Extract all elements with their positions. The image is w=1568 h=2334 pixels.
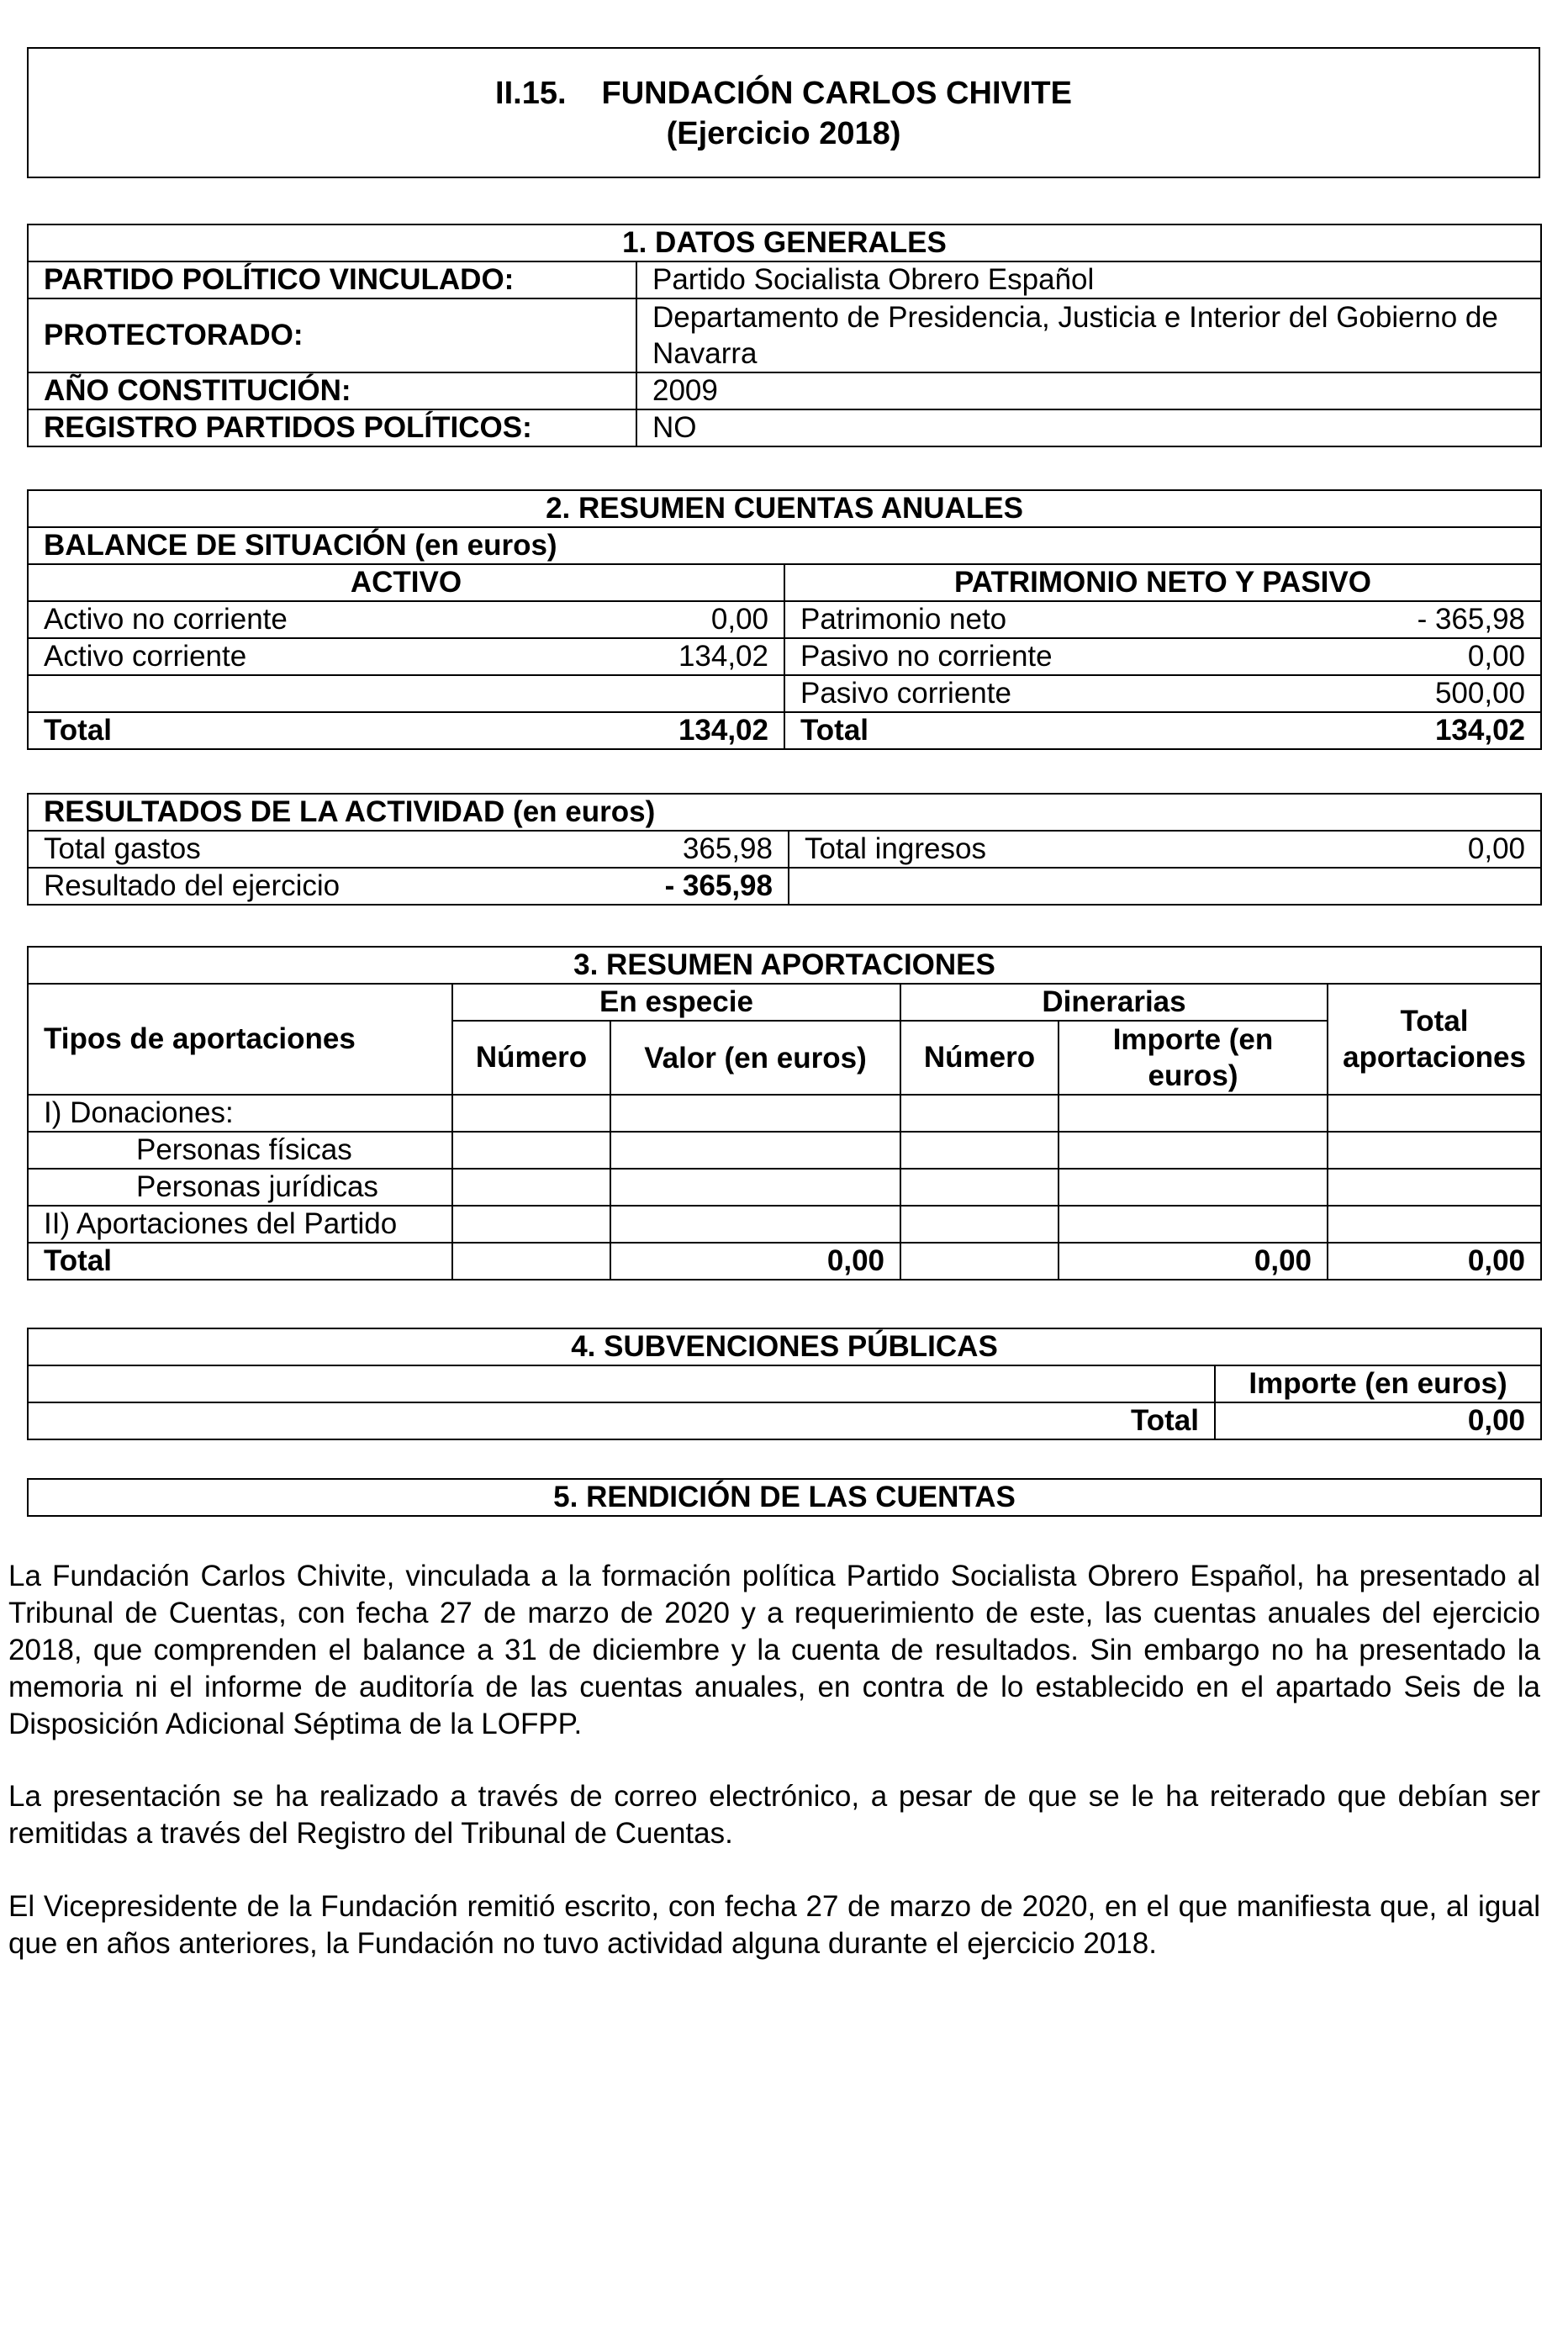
result-label: Resultado del ejercicio	[28, 868, 616, 905]
table-row	[28, 1169, 1541, 1206]
liability-value: 0,00	[1373, 638, 1541, 675]
liability-total-label: Total	[784, 712, 1373, 749]
liability-label: Pasivo corriente	[784, 675, 1373, 712]
activity-results-table	[27, 793, 1542, 906]
submission-paragraph-1: La Fundación Carlos Chivite, vinculada a la formación política Partido Socialista Obrero Español, ha presentado al Tribunal de Cuentas, con fecha 27 de marzo de 2020 y a requerimiento de este, las cuentas anuales del ejercicio 2018, que comprenden el balance a 31 de diciembre y la cuenta de resultados. Sin embargo no ha presentado la memoria ni el informe de auditoría de las cuentas anuales, en contra de lo establecido en el apartado Seis de la Disposición Adicional Séptima de la LOFPP.	[8, 1560, 1540, 1740]
expenses-label: Total gastos	[28, 831, 616, 868]
protectorate-label: PROTECTORADO:	[28, 298, 636, 372]
liability-label: Pasivo no corriente	[784, 638, 1373, 675]
table-row	[28, 638, 1541, 675]
accounts-submission-heading: 5. RENDICIÓN DE LAS CUENTAS	[28, 1479, 1541, 1516]
table-row	[28, 601, 1541, 638]
accounts-submission-table	[27, 1478, 1542, 1517]
table-row	[28, 1243, 1541, 1280]
public-subsidies-table	[27, 1328, 1542, 1440]
asset-total-value: 134,02	[616, 712, 784, 749]
contributions-total-in-kind: 0,00	[610, 1243, 900, 1280]
empty-cell	[789, 868, 1541, 905]
liability-total-value: 134,02	[1373, 712, 1541, 749]
party-value: Partido Socialista Obrero Español	[636, 261, 1541, 298]
registry-label: REGISTRO PARTIDOS POLÍTICOS:	[28, 409, 636, 446]
result-value: - 365,98	[616, 868, 789, 905]
contribution-type: Personas físicas	[28, 1132, 452, 1169]
expenses-value: 365,98	[616, 831, 789, 868]
monetary-number-header: Número	[900, 1021, 1059, 1095]
liability-value: - 365,98	[1373, 601, 1541, 638]
contributions-total: 0,00	[1328, 1243, 1541, 1280]
asset-total-label: Total	[28, 712, 616, 749]
general-data-heading: 1. DATOS GENERALES	[28, 224, 1541, 261]
public-subsidies-heading: 4. SUBVENCIONES PÚBLICAS	[28, 1328, 1541, 1365]
title-box	[27, 47, 1540, 178]
subsidy-amount-header: Importe (en euros)	[1215, 1365, 1541, 1402]
in-kind-header: En especie	[452, 984, 900, 1021]
contributions-total-monetary: 0,00	[1059, 1243, 1328, 1280]
assets-header: ACTIVO	[28, 564, 784, 601]
contribution-type: Personas jurídicas	[28, 1169, 452, 1206]
table-row	[28, 1132, 1541, 1169]
liabilities-header: PATRIMONIO NETO Y PASIVO	[784, 564, 1541, 601]
asset-label	[28, 675, 616, 712]
liability-label: Patrimonio neto	[784, 601, 1373, 638]
year-founded-label: AÑO CONSTITUCIÓN:	[28, 372, 636, 409]
balance-title: BALANCE DE SITUACIÓN (en euros)	[28, 527, 1541, 564]
asset-label: Activo no corriente	[28, 601, 616, 638]
total-contributions-header: Total aportaciones	[1328, 984, 1541, 1095]
registry-value: NO	[636, 409, 1541, 446]
section-code: II.15.	[495, 76, 567, 111]
in-kind-number-header: Número	[452, 1021, 610, 1095]
contribution-type: II) Aportaciones del Partido	[28, 1206, 452, 1243]
asset-value	[616, 675, 784, 712]
subsidy-total-value: 0,00	[1215, 1402, 1541, 1439]
table-row	[28, 1095, 1541, 1132]
annual-accounts-table	[27, 489, 1542, 750]
table-row	[28, 1206, 1541, 1243]
table-row	[28, 831, 1541, 868]
protectorate-value: Departamento de Presidencia, Justicia e Interior del Gobierno de Navarra	[636, 298, 1541, 372]
liability-value: 500,00	[1373, 675, 1541, 712]
table-row	[28, 868, 1541, 905]
income-label: Total ingresos	[789, 831, 1373, 868]
foundation-name: FUNDACIÓN CARLOS CHIVITE	[601, 76, 1072, 111]
asset-value: 0,00	[616, 601, 784, 638]
table-row	[28, 675, 1541, 712]
submission-paragraph-2: La presentación se ha realizado a través de correo electrónico, a pesar de que se le ha reiterado que debían ser remitidas a través del Registro del Tribunal de Cuentas.	[8, 1780, 1540, 1850]
annual-accounts-heading: 2. RESUMEN CUENTAS ANUALES	[28, 490, 1541, 527]
monetary-amount-header: Importe (en euros)	[1059, 1021, 1328, 1095]
in-kind-value-header: Valor (en euros)	[610, 1021, 900, 1095]
empty-cell	[28, 1365, 1215, 1402]
asset-label: Activo corriente	[28, 638, 616, 675]
fiscal-year: (Ejercicio 2018)	[666, 116, 901, 151]
contributions-table	[27, 946, 1542, 1281]
asset-value: 134,02	[616, 638, 784, 675]
submission-paragraph-3: El Vicepresidente de la Fundación remitió escrito, con fecha 27 de marzo de 2020, en el que manifiesta que, al igual que en años anteriores, la Fundación no tuvo actividad alguna durante el ejercicio 2018.	[8, 1890, 1540, 1960]
contribution-type: I) Donaciones:	[28, 1095, 452, 1132]
year-founded-value: 2009	[636, 372, 1541, 409]
income-value: 0,00	[1373, 831, 1541, 868]
general-data-table	[27, 224, 1542, 447]
activity-results-title: RESULTADOS DE LA ACTIVIDAD (en euros)	[28, 794, 1541, 831]
monetary-header: Dinerarias	[900, 984, 1328, 1021]
subsidy-total-label: Total	[28, 1402, 1215, 1439]
party-label: PARTIDO POLÍTICO VINCULADO:	[28, 261, 636, 298]
table-row	[28, 712, 1541, 749]
title-line	[29, 76, 1539, 112]
contributions-total-label: Total	[28, 1243, 452, 1280]
contributions-heading: 3. RESUMEN APORTACIONES	[28, 947, 1541, 984]
contribution-types-header: Tipos de aportaciones	[28, 984, 452, 1095]
